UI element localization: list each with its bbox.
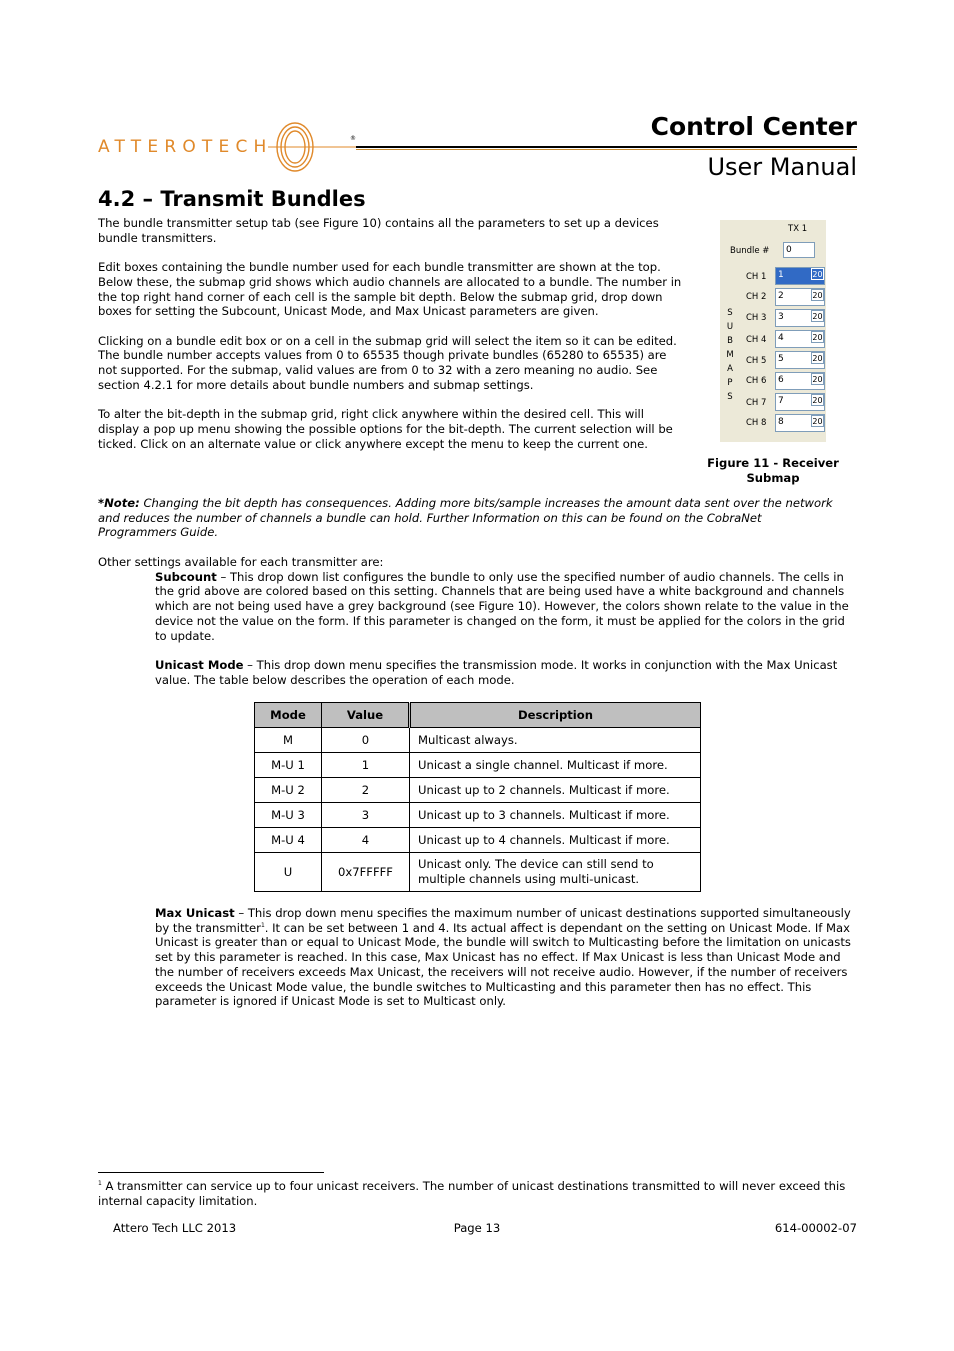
footer-doc-number: 614-00002-07 <box>774 1221 857 1235</box>
document-title: Control Center <box>650 112 857 141</box>
table-row: M-U 4 4 Unicast up to 4 channels. Multicast if more. <box>255 828 701 853</box>
table-header-row <box>255 703 701 728</box>
bit-depth-box: 20 <box>812 312 823 321</box>
submaps-side-label: S U B M A P S <box>726 308 734 402</box>
bit-depth-box: 20 <box>812 291 823 300</box>
table-row: M-U 1 1 Unicast a single channel. Multicast if more. <box>255 753 701 778</box>
paragraph: To alter the bit-depth in the submap grid, right click anywhere within the desired cell. This will display a pop up menu showing the possible options for the bit-depth. The current selection will be ticked. Click on an alternate value or click anywhere except the menu to keep the current one. <box>98 407 673 451</box>
note-text: *Note: Changing the bit depth has consequences. Adding more bits/sample increases the amount data sent over the network and reduces the number of channels a bundle can hold. Further Information on this can be found on the CobraNet Programmers Guide. <box>98 496 833 540</box>
channel-label: CH 7 <box>746 398 767 408</box>
channel-label: CH 2 <box>746 292 767 302</box>
logo-swoosh-icon <box>268 123 360 171</box>
footnote-ref: 1 <box>260 921 265 929</box>
other-settings <box>98 555 858 687</box>
paragraph: Edit boxes containing the bundle number used for each bundle transmitter are shown at the top. Below these, the submap grid shows which audio channels are allocated to a bundle. The number in the top right hand corner of each cell is the sample bit depth. Below the submap grid, drop down boxes for setting the Subcount, Unicast Mode, and Max Unicast parameters are given. <box>98 260 682 319</box>
submap-cell[interactable]: 8 20 <box>775 414 825 432</box>
channel-label: CH 6 <box>746 376 767 386</box>
figure-caption: Figure 11 - Receiver Submap <box>707 456 839 485</box>
submap-cell[interactable]: 7 20 <box>775 393 825 411</box>
submap-cell[interactable]: 6 20 <box>775 372 825 390</box>
header-rule <box>356 146 857 148</box>
table-row: M 0 Multicast always. <box>255 728 701 753</box>
section-heading: 4.2 – Transmit Bundles <box>98 187 366 211</box>
svg-text:®: ® <box>350 135 356 142</box>
intro-text <box>98 216 683 466</box>
submap-cell[interactable]: 4 20 <box>775 330 825 348</box>
channel-label: CH 1 <box>746 272 767 282</box>
unicast-mode-description: Unicast Mode – This drop down menu specifies the transmission mode. It works in conjunction with the Max Unicast value. The table below describes the operation of each mode. <box>155 657 838 687</box>
footer-page-number: Page 13 <box>453 1221 501 1235</box>
bit-depth-box: 20 <box>812 354 823 363</box>
footer-company: Attero Tech LLC 2013 <box>113 1221 237 1235</box>
atterotech-logo <box>98 118 360 174</box>
bit-depth-box: 20 <box>812 270 823 279</box>
bit-depth-box: 20 <box>812 417 823 426</box>
note-label: *Note: <box>98 496 140 510</box>
max-unicast-description: Max Unicast – This drop down menu specifies the maximum number of unicast destinations supported simultaneously by the transmitter$^1$. It can be set between 1 and 4. Its actual affect is dependant on the setting on Unicast Mode. If Max Unicast is greater than or equal to Unicast Mode, the bundle will switch to Multicasting before the limitation on unicasts set by this parameter is reached. In this case, Max Unicast has no effect. If Max Unicast is less than Unicast Mode and the number of receivers exceeds Max Unicast, the receivers will not receive audio. However, if the number of receivers exceeds the Unicast Mode value, the bundle switches to Multicasting and this parameter then has no effect. This parameter is ignored if Unicast Mode is set to Multicast only. <box>155 906 851 1009</box>
submap-cell[interactable]: 2 20 <box>775 288 825 306</box>
column-header: Description <box>410 703 701 728</box>
paragraph: The bundle transmitter setup tab (see Figure 10) contains all the parameters to set up a devices bundle transmitters. <box>98 216 659 245</box>
bit-depth-box: 20 <box>812 396 823 405</box>
channel-label: CH 3 <box>746 313 767 323</box>
column-header: Value <box>322 703 410 728</box>
channel-label: CH 5 <box>746 356 767 366</box>
tx-column-header: TX 1 <box>788 224 808 234</box>
column-header: Mode <box>255 703 322 728</box>
subcount-description: Subcount – This drop down list configures the bundle to only use the specified number of audio channels. The cells in the grid above are colored based on this setting. Channels that are being used have a white background and channels which are not being used have a grey background (see Figure 10). However, the colors shown relate to the value in the device not the value on the form. If this parameter is changed on the form, it must be applied for the colors in the grid to update. <box>155 569 849 643</box>
channel-label: CH 8 <box>746 418 767 428</box>
bundle-label: Bundle # <box>730 246 770 256</box>
receiver-submap-figure <box>720 220 826 442</box>
submap-cell[interactable]: 5 20 <box>775 351 825 369</box>
document-subtitle: User Manual <box>707 153 857 181</box>
channel-label: CH 4 <box>746 335 767 345</box>
footnote: $^1$ A transmitter can service up to four unicast receivers. The number of unicast destinations transmitted to will never exceed this internal capacity limitation. <box>98 1179 846 1208</box>
bit-depth-box: 20 <box>812 375 823 384</box>
footnote-rule <box>98 1172 324 1173</box>
bundle-number-input[interactable]: 0 <box>783 242 815 258</box>
bit-depth-box: 20 <box>812 333 823 342</box>
unicast-mode-table <box>254 702 701 892</box>
submap-cell[interactable]: 3 20 <box>775 309 825 327</box>
table-row: M-U 2 2 Unicast up to 2 channels. Multicast if more. <box>255 778 701 803</box>
other-intro: Other settings available for each transmitter are: <box>98 555 384 569</box>
paragraph: Clicking on a bundle edit box or on a cell in the submap grid will select the item so it can be edited. The bundle number accepts values from 0 to 65535 though private bundles (65280 to 65535) are not supported. For the submap, valid values are from 0 to 32 with a zero meaning no audio. See section 4.2.1 for more details about bundle numbers and submap settings. <box>98 333 677 392</box>
table-row: M-U 3 3 Unicast up to 3 channels. Multicast if more. <box>255 803 701 828</box>
brand-wordmark: ATTEROTECH <box>98 137 273 157</box>
table-row: U 0x7FFFFF Unicast only. The device can still send to multiple channels using multi-unicast. <box>255 853 701 892</box>
submap-cell[interactable]: 1 20 <box>775 267 825 285</box>
